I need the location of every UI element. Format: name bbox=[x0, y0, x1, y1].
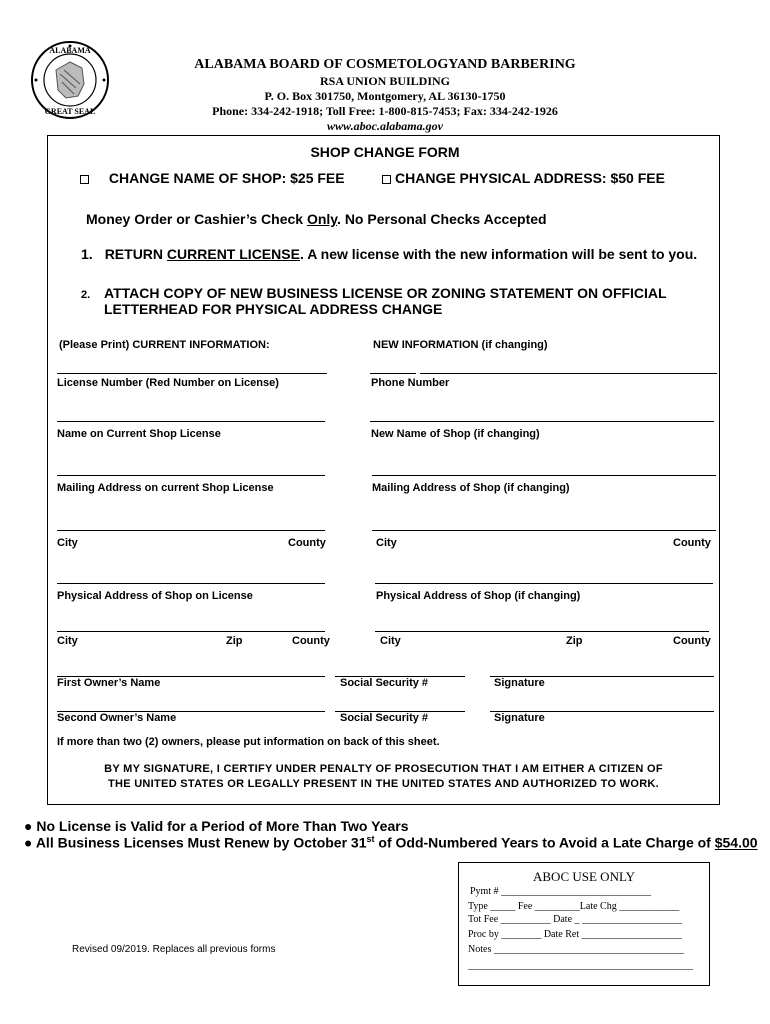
certification-line-1: BY MY SIGNATURE, I CERTIFY UNDER PENALTY OF PROSECUTION THAT I AM EITHER A CITIZEN OF bbox=[104, 763, 663, 775]
new-name-input[interactable] bbox=[370, 421, 714, 422]
office-use-tot-fee: Tot Fee __________ Date _ ____________________ bbox=[468, 914, 683, 925]
seal-bottom-text: GREAT SEAL bbox=[44, 107, 96, 116]
current-mailing-input[interactable] bbox=[57, 475, 325, 476]
current-zip-label: Zip bbox=[226, 635, 243, 647]
seal-top-text: ALABAMA bbox=[49, 46, 91, 55]
current-name-input[interactable] bbox=[57, 421, 325, 422]
new-name-label: New Name of Shop (if changing) bbox=[371, 428, 540, 440]
first-owner-name-label: First Owner’s Name bbox=[57, 677, 161, 689]
new-city-zip-county-input[interactable] bbox=[375, 631, 709, 632]
step-2-line-2: LETTERHEAD FOR PHYSICAL ADDRESS CHANGE bbox=[104, 301, 443, 317]
validity-note: ● No License is Valid for a Period of More Than Two Years bbox=[24, 818, 409, 834]
owners-note: If more than two (2) owners, please put information on back of this sheet. bbox=[57, 736, 440, 748]
current-county-label-2: County bbox=[292, 635, 330, 647]
office-use-proc-by: Proc by ________ Date Ret ____________________ bbox=[468, 929, 682, 940]
new-mailing-input[interactable] bbox=[372, 475, 716, 476]
step-2-line-1: ATTACH COPY OF NEW BUSINESS LICENSE OR ZONING STATEMENT ON OFFICIAL bbox=[104, 285, 667, 301]
current-info-header: (Please Print) CURRENT INFORMATION: bbox=[59, 339, 270, 351]
revision-note: Revised 09/2019. Replaces all previous forms bbox=[72, 944, 276, 955]
payment-note: Money Order or Cashier’s Check Only. No Personal Checks Accepted bbox=[86, 211, 547, 227]
phone-number-label: Phone Number bbox=[371, 377, 450, 389]
current-physical-input[interactable] bbox=[57, 583, 325, 584]
office-use-notes-line-2: _____________________________________________ bbox=[468, 960, 693, 971]
renewal-note: ● All Business Licenses Must Renew by October 31st of Odd-Numbered Years to Avoid a Late Charge of $54.00 bbox=[24, 834, 758, 851]
agency-address: P. O. Box 301750, Montgomery, AL 36130-1750 bbox=[264, 89, 506, 103]
second-owner-name-label: Second Owner’s Name bbox=[57, 712, 177, 724]
current-city-county-input[interactable] bbox=[57, 530, 325, 531]
current-name-label: Name on Current Shop License bbox=[57, 428, 221, 440]
new-city-label: City bbox=[376, 537, 397, 549]
new-physical-label: Physical Address of Shop (if changing) bbox=[376, 590, 581, 602]
phone-number-input[interactable] bbox=[420, 373, 717, 374]
step-1: 1. RETURN CURRENT LICENSE. A new license with the new information will be sent to you. bbox=[81, 246, 698, 262]
office-use-type: Type _____ Fee _________Late Chg ____________ bbox=[468, 901, 680, 912]
current-mailing-label: Mailing Address on current Shop License bbox=[57, 482, 274, 494]
new-county-label-2: County bbox=[673, 635, 711, 647]
new-mailing-label: Mailing Address of Shop (if changing) bbox=[372, 482, 570, 494]
office-use-notes: Notes ______________________________________ bbox=[468, 944, 684, 955]
current-city-label: City bbox=[57, 537, 78, 549]
current-county-label: County bbox=[288, 537, 326, 549]
current-physical-label: Physical Address of Shop on License bbox=[57, 590, 253, 602]
second-owner-signature-label: Signature bbox=[494, 712, 545, 724]
agency-building: RSA UNION BUILDING bbox=[319, 74, 451, 88]
new-city-county-input[interactable] bbox=[372, 530, 716, 531]
form-border bbox=[47, 135, 720, 805]
license-number-input[interactable] bbox=[57, 373, 327, 374]
new-zip-label: Zip bbox=[566, 635, 583, 647]
phone-area-input[interactable] bbox=[370, 373, 416, 374]
current-city-zip-county-input[interactable] bbox=[57, 631, 325, 632]
first-owner-ssn-label: Social Security # bbox=[340, 677, 429, 689]
certification-line-2: THE UNITED STATES OR LEGALLY PRESENT IN THE UNITED STATES AND AUTHORIZED TO WORK. bbox=[107, 778, 660, 790]
agency-phone: Phone: 334-242-1918; Toll Free: 1-800-815-7453; Fax: 334-242-1926 bbox=[212, 104, 558, 118]
step-2-number: 2. bbox=[81, 289, 91, 301]
agency-title: ALABAMA BOARD OF COSMETOLOGYAND BARBERING bbox=[194, 57, 576, 72]
checkbox-change-name-icon[interactable] bbox=[80, 175, 89, 184]
form-title: SHOP CHANGE FORM bbox=[310, 144, 460, 160]
new-city-label-2: City bbox=[380, 635, 401, 647]
first-owner-signature-label: Signature bbox=[494, 677, 545, 689]
new-county-label: County bbox=[673, 537, 711, 549]
checkbox-change-address-icon[interactable] bbox=[382, 175, 391, 184]
license-number-label: License Number (Red Number on License) bbox=[57, 377, 279, 389]
agency-website[interactable]: www.aboc.alabama.gov bbox=[327, 119, 443, 133]
new-physical-input[interactable] bbox=[375, 583, 713, 584]
current-city-label-2: City bbox=[57, 635, 78, 647]
office-use-pymt: Pymt # ______________________________ bbox=[470, 886, 652, 897]
new-info-header: NEW INFORMATION (if changing) bbox=[373, 339, 548, 351]
option-change-name[interactable]: CHANGE NAME OF SHOP: $25 FEE bbox=[80, 170, 345, 186]
office-use-title: ABOC USE ONLY bbox=[533, 869, 635, 884]
option-change-address[interactable]: CHANGE PHYSICAL ADDRESS: $50 FEE bbox=[382, 170, 665, 186]
second-owner-ssn-label: Social Security # bbox=[340, 712, 429, 724]
